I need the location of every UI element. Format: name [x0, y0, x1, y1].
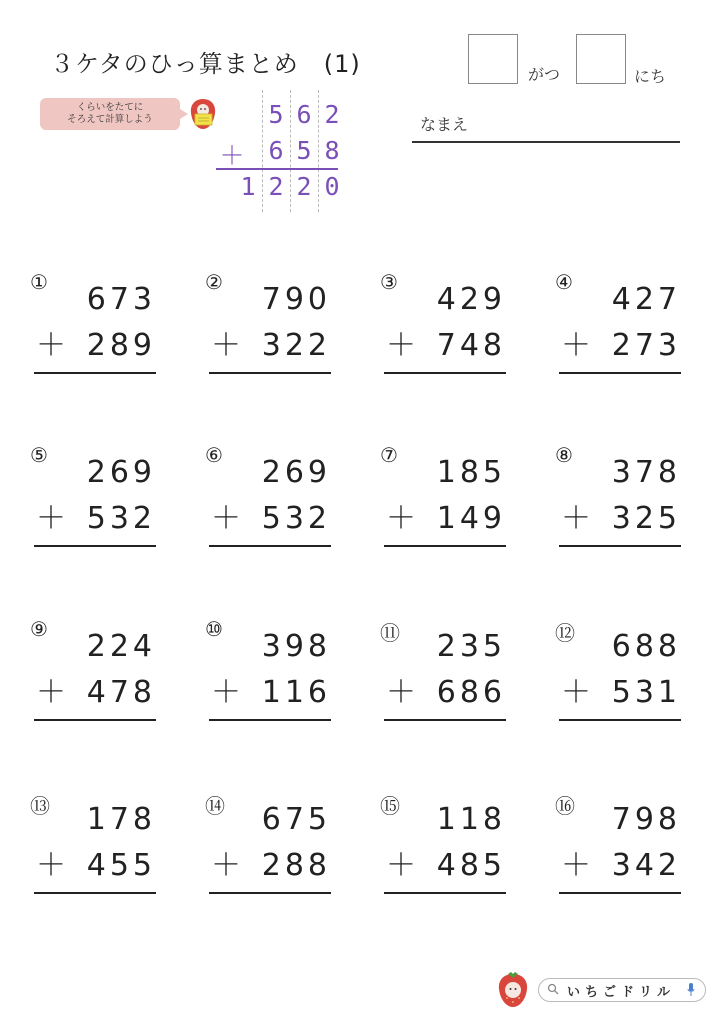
addition-problem	[30, 443, 160, 543]
month-label: がつ	[528, 65, 561, 84]
answer-line[interactable]	[384, 892, 506, 894]
addition-problem	[555, 790, 685, 890]
logo-search-bar[interactable]	[538, 978, 706, 1002]
problem-number: ②	[205, 270, 223, 294]
plus-sign: ＋	[561, 501, 591, 536]
answer-line[interactable]	[559, 372, 681, 374]
second-addend: 455	[86, 848, 156, 883]
answer-line[interactable]	[34, 719, 156, 721]
plus-sign: ＋	[386, 675, 416, 710]
day-label: にち	[634, 67, 667, 86]
search-icon	[547, 983, 559, 995]
answer-line[interactable]	[34, 545, 156, 547]
problem-number: ⑩	[205, 617, 223, 641]
addition-problem	[555, 270, 685, 370]
day-input-box[interactable]	[576, 34, 626, 84]
ichigo-drill-logo[interactable]	[494, 970, 714, 1010]
first-addend: 224	[86, 629, 156, 664]
first-addend: 429	[436, 282, 506, 317]
second-addend: 289	[86, 328, 156, 363]
example-top-digit: 2	[324, 100, 340, 129]
addition-problem	[380, 270, 510, 370]
addition-problem	[205, 617, 335, 717]
plus-sign: ＋	[386, 848, 416, 883]
strawberry-logo-icon	[494, 970, 532, 1010]
first-addend: 118	[436, 802, 506, 837]
page-title: ３ケタのひっ算まとめ (1)	[50, 50, 361, 78]
plus-sign: ＋	[36, 675, 66, 710]
answer-line[interactable]	[559, 719, 681, 721]
answer-line[interactable]	[209, 719, 331, 721]
plus-sign: ＋	[211, 328, 241, 363]
example-result-digit: 2	[296, 172, 312, 201]
second-addend: 273	[611, 328, 681, 363]
plus-sign: ＋	[36, 501, 66, 536]
first-addend: 185	[436, 455, 506, 490]
first-addend: 378	[611, 455, 681, 490]
answer-line[interactable]	[559, 545, 681, 547]
second-addend: 478	[86, 675, 156, 710]
first-addend: 798	[611, 802, 681, 837]
addition-problem	[205, 790, 335, 890]
problem-number: ⑪	[380, 621, 400, 645]
example-top-digit: 5	[268, 100, 284, 129]
second-addend: 485	[436, 848, 506, 883]
second-addend: 116	[261, 675, 331, 710]
second-addend: 149	[436, 501, 506, 536]
second-addend: 686	[436, 675, 506, 710]
answer-line[interactable]	[209, 545, 331, 547]
plus-sign: ＋	[211, 501, 241, 536]
addition-problem	[30, 790, 160, 890]
problem-number: ⑧	[555, 443, 573, 467]
example-top-digit: 6	[296, 100, 312, 129]
plus-sign: ＋	[561, 675, 591, 710]
example-plus-sign: ＋	[219, 141, 245, 170]
problem-number: ④	[555, 270, 573, 294]
problem-number: ⑭	[205, 794, 225, 818]
answer-line[interactable]	[384, 545, 506, 547]
addition-problem	[205, 443, 335, 543]
second-addend: 531	[611, 675, 681, 710]
addition-problem	[380, 443, 510, 543]
first-addend: 269	[86, 455, 156, 490]
answer-line[interactable]	[34, 892, 156, 894]
answer-line[interactable]	[384, 719, 506, 721]
answer-line[interactable]	[384, 372, 506, 374]
first-addend: 269	[261, 455, 331, 490]
hint-line-1: くらいをたてに	[76, 102, 144, 113]
addition-problem	[205, 270, 335, 370]
addition-problem	[30, 617, 160, 717]
problem-number: ⑫	[555, 621, 575, 645]
logo-text: いちごドリル	[567, 985, 676, 1000]
name-write-line[interactable]	[412, 141, 680, 143]
problem-number: ③	[380, 270, 398, 294]
answer-line[interactable]	[34, 372, 156, 374]
plus-sign: ＋	[36, 848, 66, 883]
second-addend: 342	[611, 848, 681, 883]
addition-problem	[555, 443, 685, 543]
second-addend: 532	[86, 501, 156, 536]
problem-number: ⑨	[30, 617, 48, 641]
hint-line-2: そろえて計算しよう	[67, 114, 153, 125]
first-addend: 398	[261, 629, 331, 664]
example-result-digit: 1	[240, 172, 256, 201]
example-bottom-digit: 8	[324, 136, 340, 165]
plus-sign: ＋	[211, 848, 241, 883]
plus-sign: ＋	[561, 328, 591, 363]
example-problem	[200, 90, 360, 215]
second-addend: 322	[261, 328, 331, 363]
example-bottom-digit: 5	[296, 136, 312, 165]
first-addend: 688	[611, 629, 681, 664]
month-input-box[interactable]	[468, 34, 518, 84]
problem-number: ⑤	[30, 443, 48, 467]
problem-number: ①	[30, 270, 48, 294]
example-sum-line	[216, 168, 338, 170]
plus-sign: ＋	[561, 848, 591, 883]
example-result-digit: 0	[324, 172, 340, 201]
name-label: なまえ	[420, 115, 469, 134]
plus-sign: ＋	[386, 501, 416, 536]
first-addend: 675	[261, 802, 331, 837]
second-addend: 748	[436, 328, 506, 363]
problem-number: ⑦	[380, 443, 398, 467]
answer-line[interactable]	[209, 892, 331, 894]
addition-problem	[380, 617, 510, 717]
plus-sign: ＋	[211, 675, 241, 710]
problem-number: ⑥	[205, 443, 223, 467]
plus-sign: ＋	[36, 328, 66, 363]
second-addend: 532	[261, 501, 331, 536]
addition-problem	[30, 270, 160, 370]
first-addend: 427	[611, 282, 681, 317]
first-addend: 235	[436, 629, 506, 664]
answer-line[interactable]	[209, 372, 331, 374]
problem-number: ⑬	[30, 794, 50, 818]
problem-number: ⑮	[380, 794, 400, 818]
hint-bubble	[40, 98, 180, 130]
first-addend: 673	[86, 282, 156, 317]
first-addend: 178	[86, 802, 156, 837]
example-bottom-digit: 6	[268, 136, 284, 165]
problem-number: ⑯	[555, 794, 575, 818]
plus-sign: ＋	[386, 328, 416, 363]
second-addend: 325	[611, 501, 681, 536]
example-result-digit: 2	[268, 172, 284, 201]
answer-line[interactable]	[559, 892, 681, 894]
addition-problem	[380, 790, 510, 890]
addition-problem	[555, 617, 685, 717]
microphone-icon	[687, 983, 695, 997]
first-addend: 790	[261, 282, 331, 317]
second-addend: 288	[261, 848, 331, 883]
